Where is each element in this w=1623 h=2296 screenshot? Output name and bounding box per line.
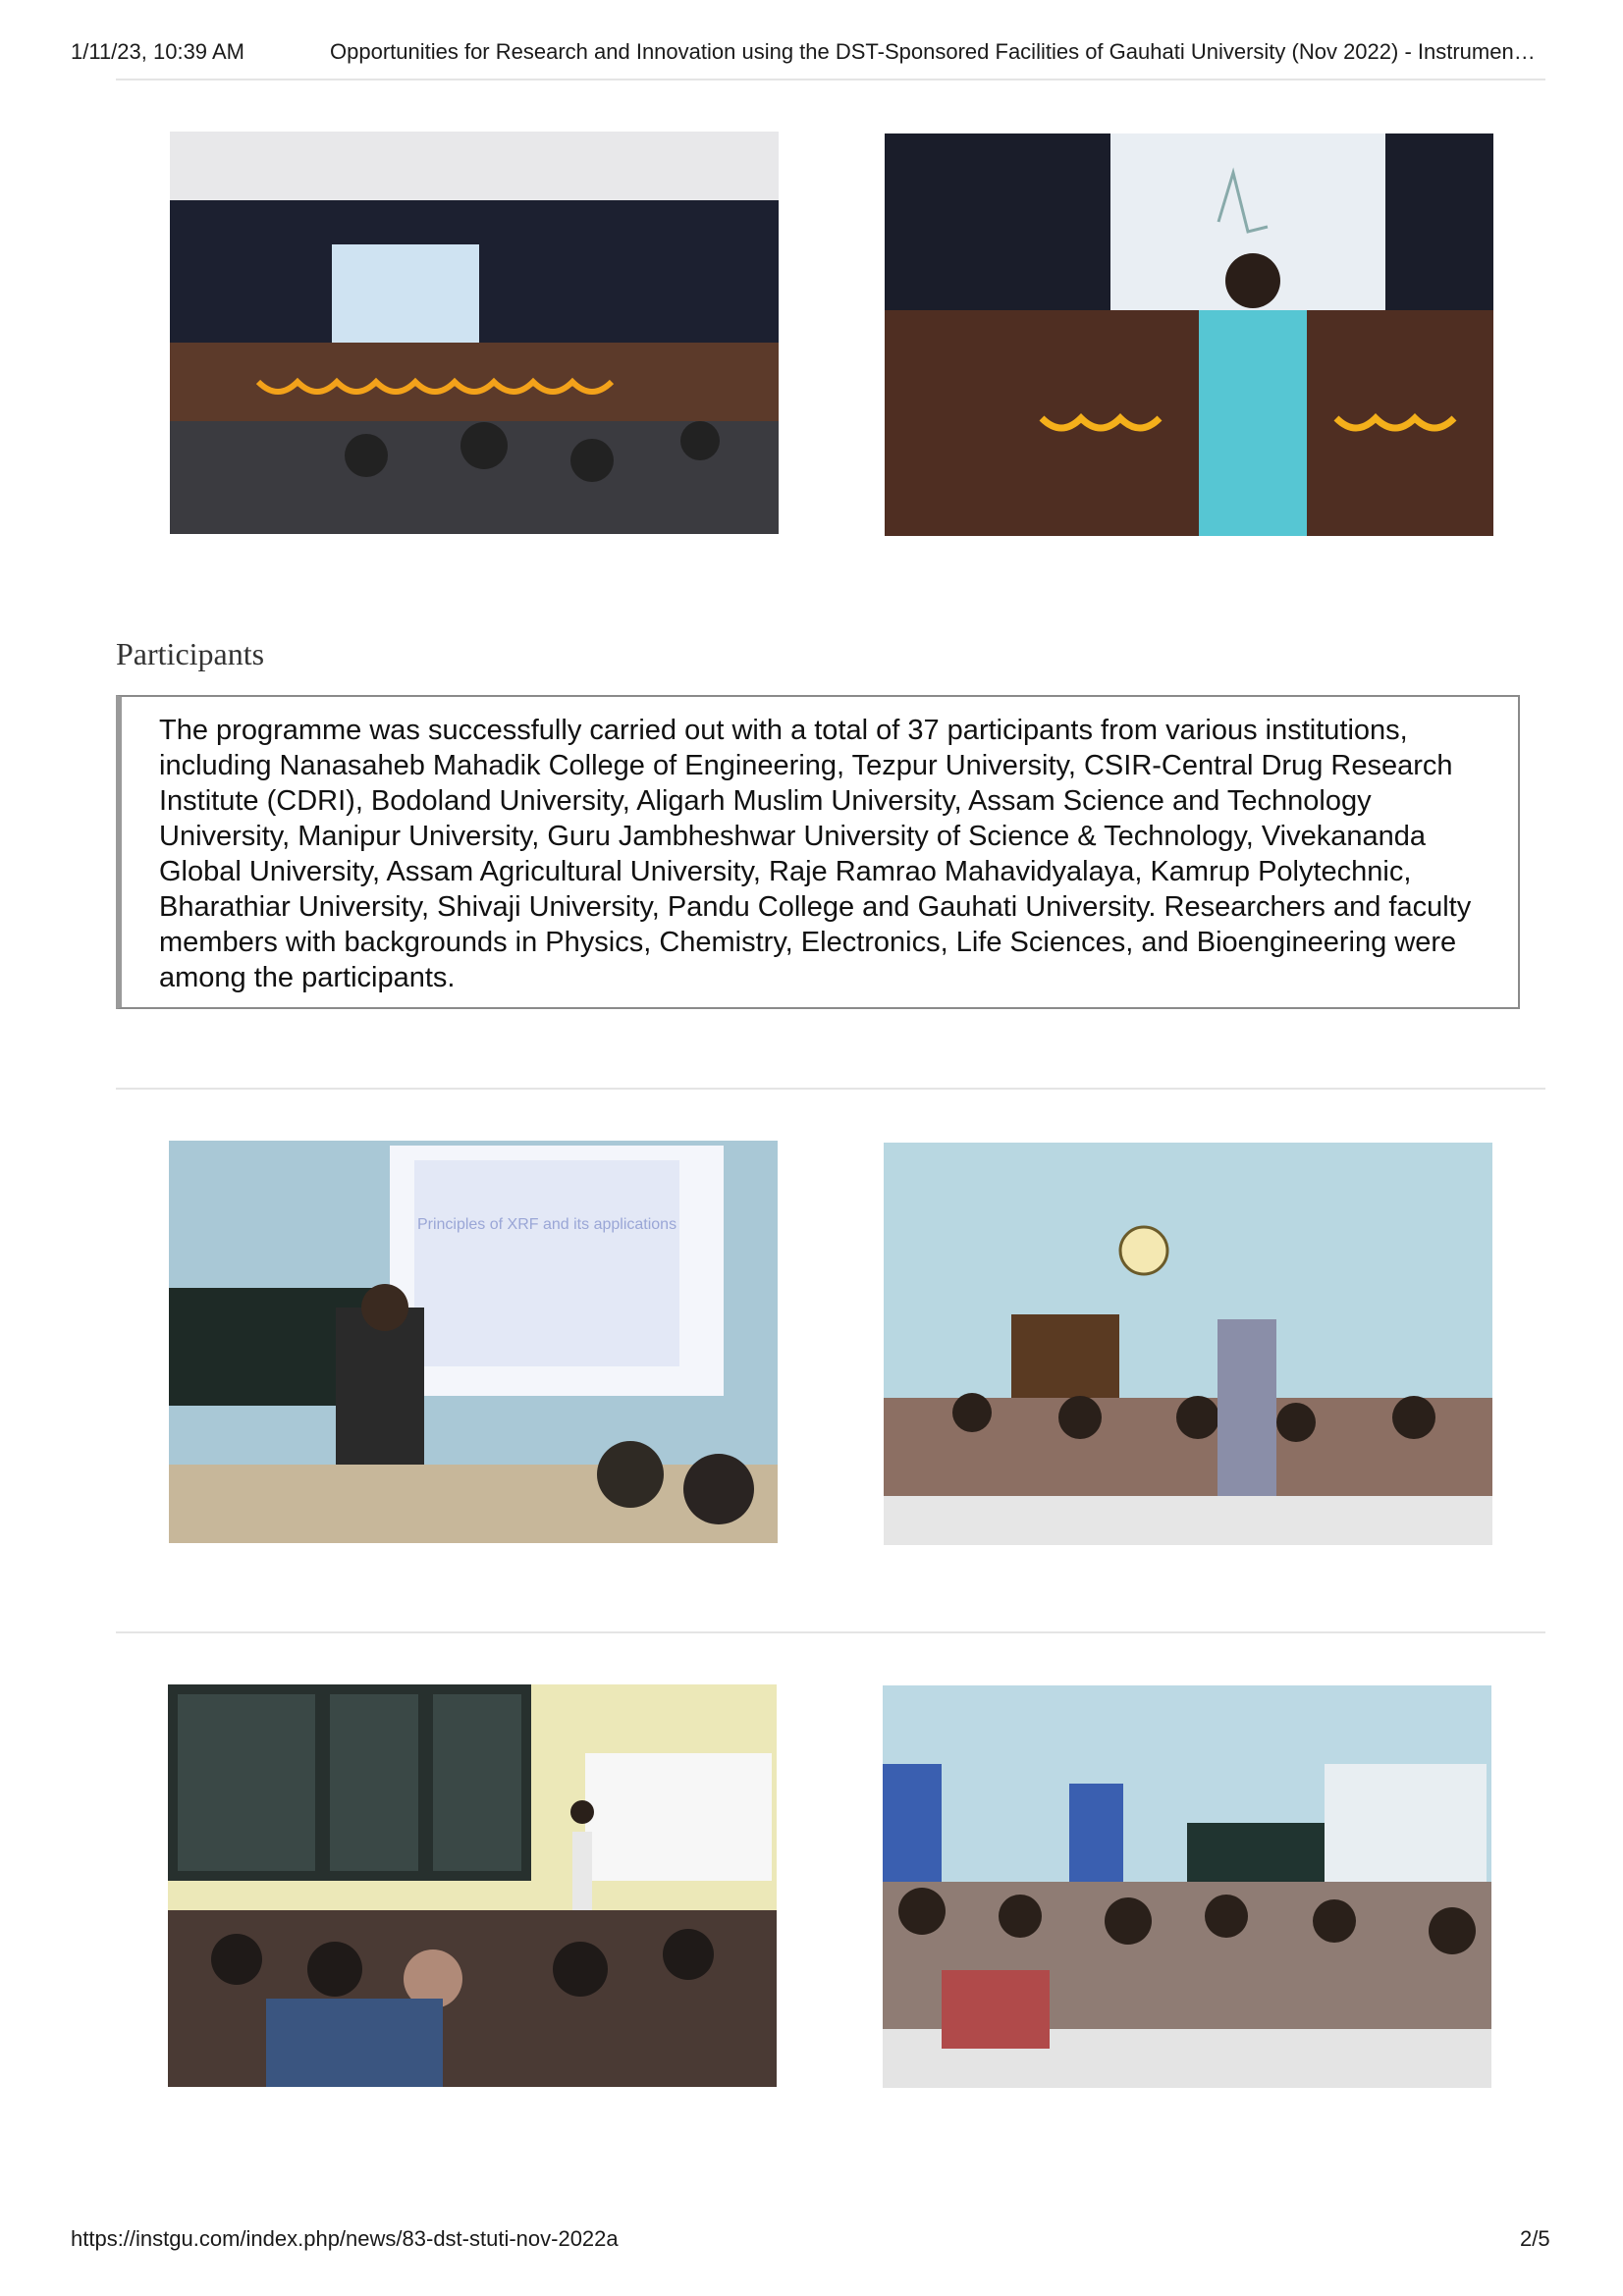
photo-speaker-presentation [885, 133, 1493, 536]
slide-title: Principles of XRF and its applications [416, 1216, 677, 1233]
footer-page-number: 2/5 [1520, 2226, 1550, 2251]
participants-box [116, 695, 1520, 1009]
photo-classroom-lecture [883, 1685, 1491, 2088]
photo-inaugural-panel [170, 132, 779, 534]
photo-xrf-lecture [169, 1141, 778, 1543]
section-divider [116, 1088, 1545, 1090]
print-page-title: Opportunities for Research and Innovation using the DST-Sponsored Facilities of Gauhati University (Nov 2022) - Instrumen… [330, 39, 1536, 64]
header-divider [116, 79, 1545, 80]
section-divider [116, 1631, 1545, 1633]
photo-whiteboard-session [168, 1684, 777, 2087]
footer-url: https://instgu.com/index.php/news/83-dst-stuti-nov-2022a [71, 2226, 619, 2251]
participants-text: The programme was successfully carried out with a total of 37 participants from various institutions, including Nanasaheb Mahadik College of Engineering, Tezpur University, CSIR-Central Drug Research Institute (CDRI), Bodoland University, Aligarh Muslim University, Assam Science and Technology University, Manipur University, Guru Jambheshwar University of Science & Technology, Vivekananda Global University, Assam Agricultural University, Raje Ramrao Mahavidyalaya, Kamrup Polytechnic, Bharathiar University, Shivaji University, Pandu College and Gauhati University. Researchers and faculty members with backgrounds in Physics, Chemistry, Electronics, Life Sciences, and Bioengineering were among the participants. [159, 715, 1472, 993]
print-datetime: 1/11/23, 10:39 AM [71, 39, 244, 64]
participants-heading: Participants [116, 636, 265, 671]
photo-classroom-participants [884, 1143, 1492, 1545]
